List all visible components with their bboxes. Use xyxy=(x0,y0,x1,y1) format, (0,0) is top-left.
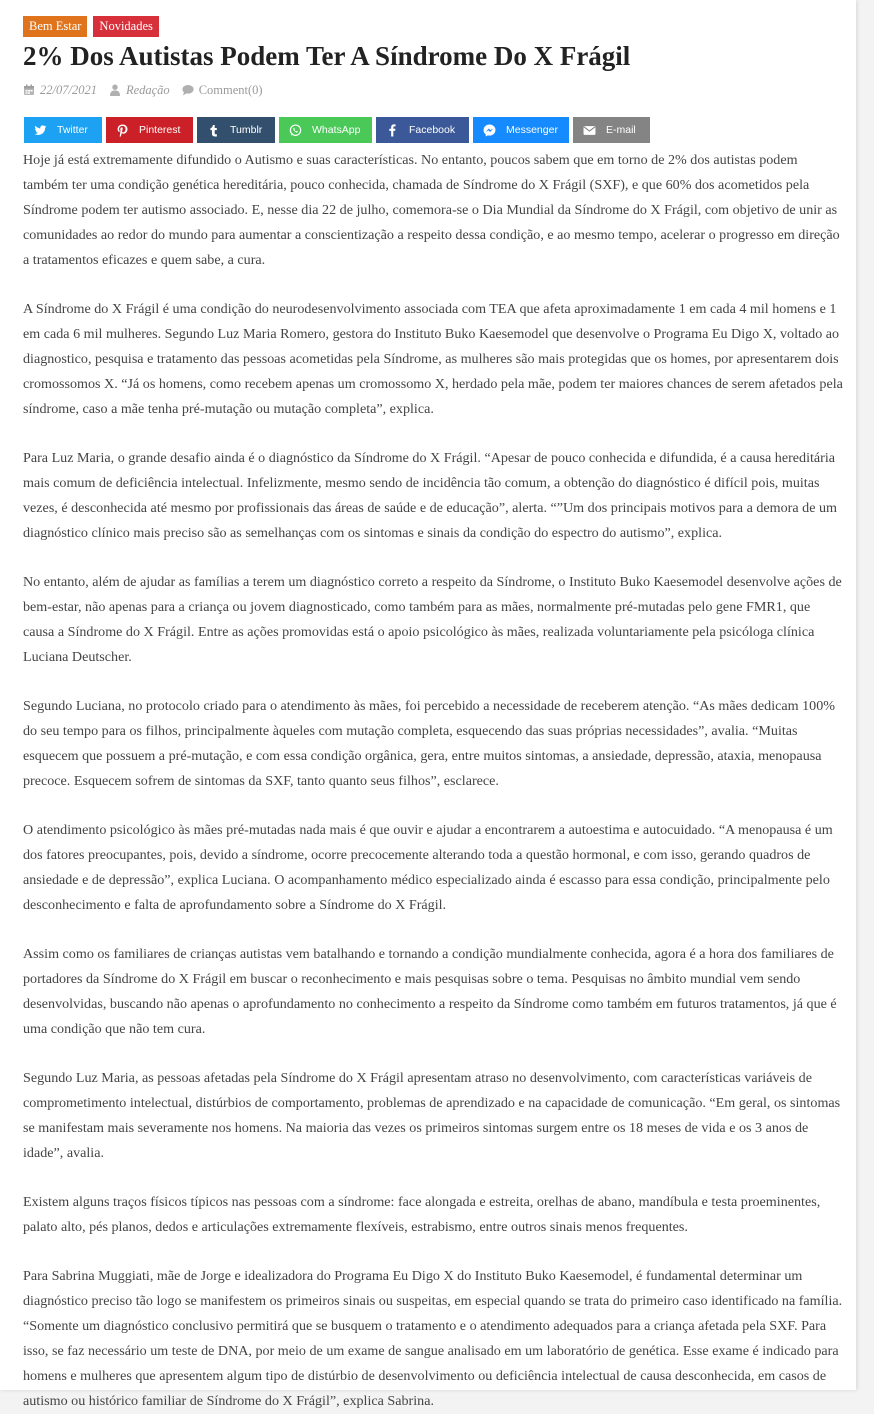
meta-author xyxy=(109,83,170,98)
share-twitter-label: Twitter xyxy=(57,124,88,136)
share-bar xyxy=(24,117,650,143)
article-meta xyxy=(23,82,275,98)
tumblr-icon xyxy=(207,124,220,137)
category-bem-estar[interactable]: Bem Estar xyxy=(23,16,87,37)
comment-icon xyxy=(182,84,194,96)
share-whatsapp-label: WhatsApp xyxy=(312,124,361,136)
twitter-icon xyxy=(34,124,47,137)
share-tumblr-button[interactable] xyxy=(197,117,275,143)
whatsapp-icon xyxy=(289,124,302,137)
paragraph: Para Sabrina Muggiati, mãe de Jorge e idealizadora do Programa Eu Digo X do Instituto Buko Kaesemodel, é fundamental determinar um diagnóstico preciso tão logo se manifestem os primeiros sinais ou suspeitas, em especial quando se trata do primeiro caso identificado na família. “Somente um diagnóstico conclusivo permitirá que se busquem o tratamento e o atendimento adequados para a criança afetada pela SXF. Para isso, se faz necessário um teste de DNA, por meio de um exame de sangue analisado em um laboratório de genética. Esse exame é indicado para homens e mulheres que apresentem algum tipo de distúrbio de desenvolvimento ou deficiência intelectual de causa desconhecida, em casos de autismo ou histórico familiar de Síndrome do X Frágil”, explica Sabrina. xyxy=(23,1268,843,1409)
category-novidades[interactable]: Novidades xyxy=(93,16,158,37)
share-email-button[interactable] xyxy=(573,117,650,143)
email-icon xyxy=(583,124,596,137)
paragraph: Hoje já está extremamente difundido o Autismo e suas características. No entanto, poucos sabem que em torno de 2% dos autistas podem também ter uma condição genética hereditária, pouco conhecida, chamada de Síndrome do X Frágil (SXF), e que 60% dos acometidos pela Síndrome podem ter autismo associado. E, nesse dia 22 de julho, comemora-se o Dia Mundial da Síndrome do X Frágil, com objetivo de unir as comunidades ao redor do mundo para aumentar a conscientização a respeito dessa condição, e ao mesmo tempo, acelerar o progresso em direção a tratamentos eficazes e quem sabe, a cura. xyxy=(23,152,840,268)
share-tumblr-label: Tumblr xyxy=(230,124,263,136)
share-pinterest-button[interactable] xyxy=(106,117,193,143)
share-facebook-button[interactable] xyxy=(376,117,469,143)
paragraph: O atendimento psicológico às mães pré-mutadas nada mais é que ouvir e ajudar a encontrarem a autoestima e autocuidado. “A menopausa é um dos fatores preocupantes, pois, devido a síndrome, ocorre precocemente alterando toda a questão hormonal, e com isso, gerando quadros de ansiedade e de depressão”, explica Luciana. O acompanhamento médico especializado ainda é escasso para essa condição, principalmente pelo desconhecimento e falta de aprofundamento sobre a Síndrome do X Frágil. xyxy=(23,822,833,913)
publish-date: 22/07/2021 xyxy=(40,82,97,97)
article-body xyxy=(23,148,844,1414)
paragraph: Existem alguns traços físicos típicos nas pessoas com a síndrome: face alongada e estreita, orelhas de abano, mandíbula e testa proeminentes, palato alto, pés planos, dedos e articulações extremamente flexíveis, estrabismo, entre outros sinais menos frequentes. xyxy=(23,1194,821,1235)
facebook-icon xyxy=(386,124,399,137)
share-whatsapp-button[interactable] xyxy=(279,117,372,143)
paragraph: Segundo Luciana, no protocolo criado para o atendimento às mães, foi percebido a necessidade de receberem atenção. “As mães dedicam 100% do seu tempo para os filhos, principalmente àqueles com mutação completa, esquecendo das suas próprias necessidades”, avalia. “Muitas esquecem que possuem a pré-mutação, e com essa condição orgânica, gera, entre muitos sintomas, a ansiedade, depressão, ataxia, menopausa precoce. Esquecem sofrem de sintomas da SXF, tanto quanto seus filhos”, esclarece. xyxy=(23,698,836,789)
paragraph: Segundo Luz Maria, as pessoas afetadas pela Síndrome do X Frágil apresentam atraso no desenvolvimento, com características variáveis de comprometimento intelectual, distúrbios de comportamento, problemas de aprendizado e na capacidade de comunicação. “Em geral, os sintomas se manifestam mais severamente nos homens. Na maioria das vezes os primeiros sintomas surgem entre os 18 meses de vida e os 3 anos de idade”, avalia. xyxy=(23,1070,841,1161)
paragraph: Assim como os familiares de crianças autistas vem batalhando e tornando a condição mundialmente conhecida, agora é a hora dos familiares de portadores da Síndrome do X Frágil em buscar o reconhecimento e mais pesquisas sobre o tema. Pesquisas no âmbito mundial vem sendo desenvolvidas, buscando não apenas o aprofundamento no conhecimento a respeito da Síndrome como também em futuros tratamentos, já que é uma condição que não tem cura. xyxy=(23,946,837,1037)
share-twitter-button[interactable] xyxy=(24,117,102,143)
share-messenger-label: Messenger xyxy=(506,124,558,136)
share-messenger-button[interactable] xyxy=(473,117,569,143)
messenger-icon xyxy=(483,124,496,137)
meta-comments xyxy=(182,83,263,98)
article-title: 2% Dos Autistas Podem Ter A Síndrome Do X Frágil xyxy=(23,41,631,71)
meta-date xyxy=(23,83,97,98)
calendar-icon xyxy=(23,84,35,96)
author-link[interactable]: Redação xyxy=(125,82,170,97)
user-icon xyxy=(109,84,121,96)
category-tags xyxy=(23,16,159,37)
share-pinterest-label: Pinterest xyxy=(139,124,181,136)
share-email-label: E-mail xyxy=(606,124,636,136)
paragraph: Para Luz Maria, o grande desafio ainda é o diagnóstico da Síndrome do X Frágil. “Apesar de pouco conhecida e difundida, é a causa hereditária mais comum de deficiência intelectual. Infelizmente, mesmo sendo de incidência tão comum, a obtenção do diagnóstico é difícil pois, muitas vezes, é desconhecida até mesmo por profissionais das áreas de saúde e de educação”, alerta. “”Um dos principais motivos para a demora de um diagnóstico clínico mais preciso são as semelhanças com os sintomas e sinais da condição do espectro do autismo”, explica. xyxy=(23,450,837,541)
comments-link[interactable]: Comment(0) xyxy=(198,82,263,97)
paragraph: A Síndrome do X Frágil é uma condição do neurodesenvolvimento associada com TEA que afeta aproximadamente 1 em cada 4 mil homens e 1 em cada 6 mil mulheres. Segundo Luz Maria Romero, gestora do Instituto Buko Kaesemodel que desenvolve o Programa Eu Digo X, voltado ao diagnostico, pesquisa e tratamento das pessoas acometidas pela Síndrome, as mulheres são mais protegidas que os homes, por apresentarem dois cromossomos X. “Já os homens, como recebem apenas um cromossomo X, herdado pela mãe, podem ter maiores chances de serem afetados pela síndrome, caso a mãe tenha pré-mutação ou mutação completa”, explica. xyxy=(23,301,843,417)
share-facebook-label: Facebook xyxy=(409,124,456,136)
paragraph: No entanto, além de ajudar as famílias a terem um diagnóstico correto a respeito da Síndrome, o Instituto Buko Kaesemodel desenvolve ações de bem-estar, não apenas para a criança ou jovem diagnosticado, como também para as mães, normalmente pré-mutadas pelo gene FMR1, que causa a Síndrome do X Frágil. Entre as ações promovidas está o apoio psicológico às mães, realizada voluntariamente pela psicóloga clínica Luciana Deutscher. xyxy=(23,574,842,665)
pinterest-icon xyxy=(116,124,129,137)
